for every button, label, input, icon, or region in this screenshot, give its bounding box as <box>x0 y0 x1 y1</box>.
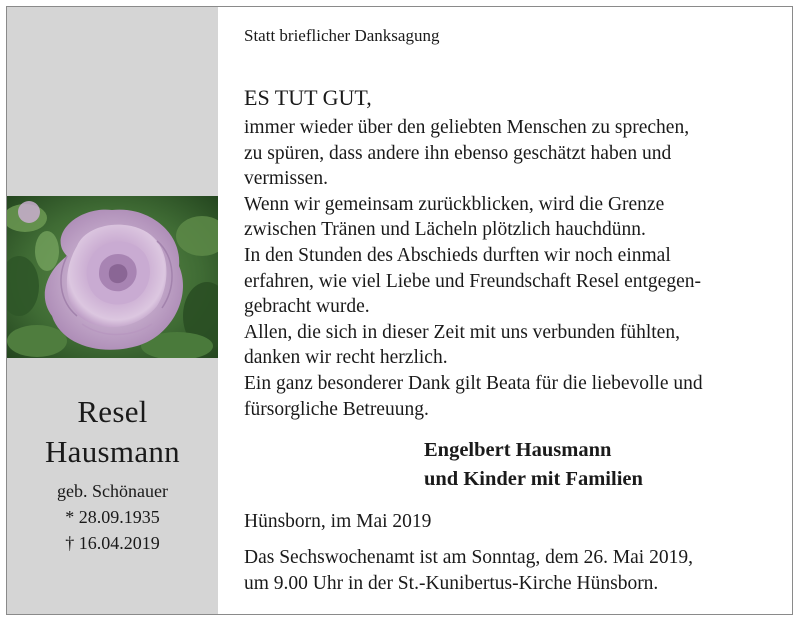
first-name: Resel <box>77 394 148 429</box>
body-line: fürsorgliche Betreuung. <box>244 398 429 420</box>
rose-image <box>7 196 218 358</box>
rose-photo <box>7 196 218 358</box>
place-date: Hünsborn, im Mai 2019 <box>244 511 432 532</box>
signer-line: Engelbert Hausmann <box>424 439 612 461</box>
body-line: danken wir recht herzlich. <box>244 347 448 369</box>
signer-line: und Kinder mit Familien <box>424 468 643 490</box>
maiden-name: geb. Schönauer <box>57 481 168 501</box>
last-name: Hausmann <box>45 434 180 469</box>
deceased-info <box>7 392 218 556</box>
service-info <box>244 545 693 596</box>
death-date: † 16.04.2019 <box>65 533 160 553</box>
body-line: immer wieder über den geliebten Menschen zu sprechen, <box>244 117 690 138</box>
service-line: um 9.00 Uhr in der St.-Kunibertus-Kirche Hünsborn. <box>244 572 659 594</box>
obituary-notice <box>6 6 793 615</box>
headline: ES TUT GUT, <box>244 85 372 110</box>
sidebar-panel <box>7 7 218 614</box>
body-line: Allen, die sich in dieser Zeit mit uns verbunden fühlten, <box>244 321 680 343</box>
birth-date: * 28.09.1935 <box>65 507 160 527</box>
body-line: Wenn wir gemeinsam zurückblicken, wird die Grenze <box>244 193 665 215</box>
body-text <box>244 115 784 422</box>
body-line: zwischen Tränen und Lächeln plötzlich hauchdünn. <box>244 219 646 241</box>
body-line: erfahren, wie viel Liebe und Freundschaft Resel entgegen- <box>244 270 701 292</box>
body-line: In den Stunden des Abschieds durften wir noch einmal <box>244 244 671 266</box>
body-line: zu spüren, dass andere ihn ebenso geschätzt haben und <box>244 142 672 164</box>
body-line: Ein ganz besonderer Dank gilt Beata für die liebevolle und <box>244 372 703 394</box>
service-line: Das Sechswochenamt ist am Sonntag, dem 26. Mai 2019, <box>244 547 693 568</box>
body-line: gebracht wurde. <box>244 296 370 318</box>
header-note: Statt brieflicher Danksagung <box>244 26 440 45</box>
signers <box>424 436 643 494</box>
body-line: vermissen. <box>244 168 328 190</box>
